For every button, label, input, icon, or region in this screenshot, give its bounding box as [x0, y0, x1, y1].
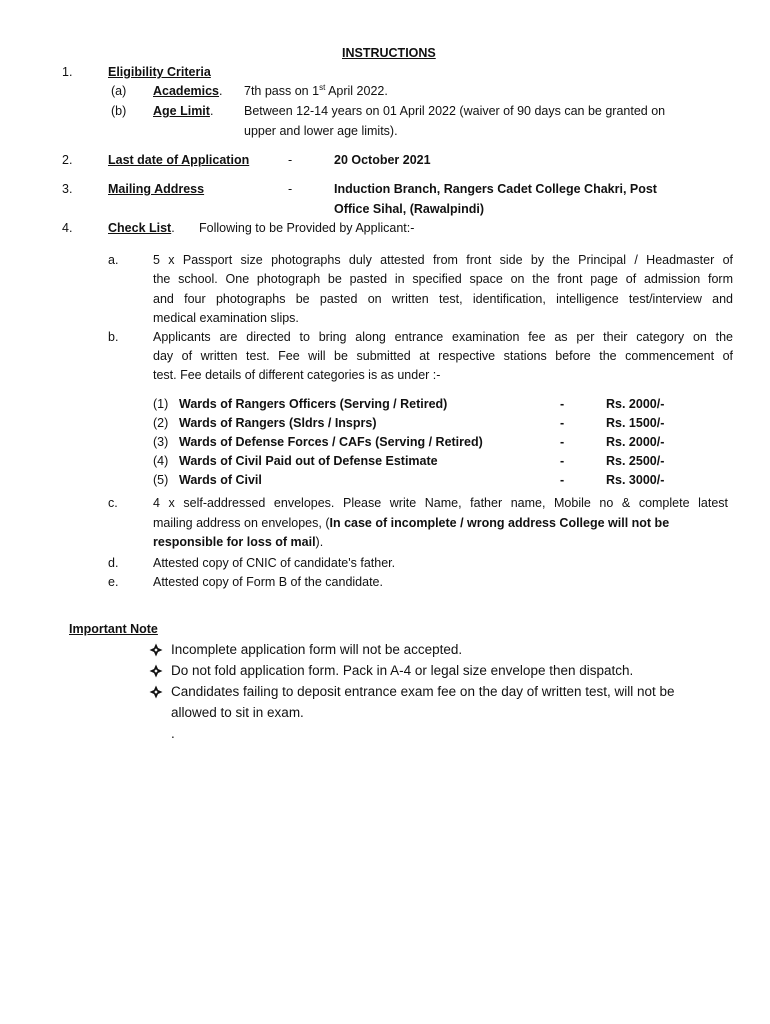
age-limit-line2: upper and lower age limits).: [244, 124, 398, 138]
diamond-bullet-icon: [149, 664, 163, 678]
item1a-title: [153, 84, 223, 99]
check-list-label: Check List: [108, 221, 172, 235]
fee-row-category: Wards of Defense Forces / CAFs (Serving / Retired): [179, 435, 483, 449]
item4e-text: Attested copy of Form B of the candidate.: [153, 575, 383, 589]
item4c-line2: [153, 516, 669, 531]
item4b-label: b.: [108, 330, 119, 344]
item4b-line3: test. Fee details of different categories is as under :-: [153, 368, 441, 382]
item4c-line3: [153, 535, 323, 550]
item1-heading: Eligibility Criteria: [108, 65, 211, 79]
item1b-label: (b): [111, 104, 127, 118]
fee-row-dash: -: [560, 473, 565, 487]
academics-label: Academics: [153, 84, 220, 98]
item2-heading: Last date of Application: [108, 153, 250, 167]
item4b-line1: Applicants are directed to bring along entrance examination fee as per their category on the: [153, 330, 733, 344]
fee-row-dash: -: [560, 416, 565, 430]
item4c-line3-bold: responsible for loss of mail: [153, 535, 316, 549]
age-limit-label: Age Limit: [153, 104, 210, 118]
item4a-line2: the school. One photograph be pasted in specified space on the front page of admission form: [153, 272, 733, 286]
age-limit-dot: .: [209, 104, 214, 118]
item4-number: 4.: [62, 221, 73, 235]
fee-row-category: Wards of Civil: [179, 473, 262, 487]
fee-row-amount: Rs. 2500/-: [606, 454, 665, 468]
fee-row-number: (1): [153, 397, 169, 411]
item4a-line1: 5 x Passport size photographs duly attested from front side by the Principal / Headmaster of: [153, 253, 733, 267]
item4-heading: [108, 221, 175, 236]
check-list-dot: .: [171, 221, 175, 235]
fee-row-dash: -: [560, 454, 565, 468]
fee-row-amount: Rs. 1500/-: [606, 416, 665, 430]
page-title: INSTRUCTIONS: [342, 46, 436, 60]
item4d-text: Attested copy of CNIC of candidate's father.: [153, 556, 396, 570]
important-bullet-2: Do not fold application form. Pack in A-4 or legal size envelope then dispatch.: [171, 663, 634, 678]
item4a-label: a.: [108, 253, 119, 267]
item3-dash: -: [288, 182, 293, 196]
fee-row-amount: Rs. 3000/-: [606, 473, 665, 487]
item2-number: 2.: [62, 153, 73, 167]
fee-row-category: Wards of Rangers (Sldrs / Insprs): [179, 416, 377, 430]
item3-number: 3.: [62, 182, 73, 196]
item1-number: 1.: [62, 65, 73, 79]
mailing-address-line1: Induction Branch, Rangers Cadet College Chakri, Post: [334, 182, 657, 196]
item3-heading: Mailing Address: [108, 182, 205, 196]
important-note-heading: Important Note: [69, 622, 158, 636]
item4c-line3-post: ).: [315, 535, 324, 549]
academics-dot: .: [219, 84, 223, 98]
fee-row-category: Wards of Rangers Officers (Serving / Retired): [179, 397, 448, 411]
important-bullet-3-cont: allowed to sit in exam.: [171, 705, 304, 720]
item4c-label: c.: [108, 496, 118, 510]
item4c-line2-pre: mailing address on envelopes, (: [153, 516, 330, 530]
item4c-line1: 4 x self-addressed envelopes. Please write Name, father name, Mobile no & complete latest: [153, 496, 728, 510]
academics-text: [244, 84, 388, 99]
item1b-title: [153, 104, 213, 119]
item4c-line2-bold: In case of incomplete / wrong address College will not be: [329, 516, 670, 530]
item4d-label: d.: [108, 556, 119, 570]
fee-row-amount: Rs. 2000/-: [606, 397, 665, 411]
diamond-bullet-icon: [149, 643, 163, 657]
academics-text-pre: 7th pass on 1: [244, 84, 320, 98]
trailing-period: .: [171, 726, 175, 741]
diamond-bullet-icon: [149, 685, 163, 699]
fee-row-number: (2): [153, 416, 169, 430]
fee-row-dash: -: [560, 435, 565, 449]
item1a-label: (a): [111, 84, 127, 98]
item4e-label: e.: [108, 575, 119, 589]
fee-row-number: (4): [153, 454, 169, 468]
item4a-line3: and four photographs be pasted on written test, identification, intelligence test/interview and: [153, 292, 733, 306]
fee-row-category: Wards of Civil Paid out of Defense Estimate: [179, 454, 438, 468]
item4a-line4: medical examination slips.: [153, 311, 299, 325]
item4b-line2: day of written test. Fee will be submitted at respective stations before the commencement of: [153, 349, 733, 363]
item2-dash: -: [288, 153, 293, 167]
fee-row-amount: Rs. 2000/-: [606, 435, 665, 449]
last-date-value: 20 October 2021: [334, 153, 431, 167]
fee-row-number: (5): [153, 473, 169, 487]
fee-row-number: (3): [153, 435, 169, 449]
academics-sup: st: [319, 82, 326, 92]
academics-text-post: April 2022.: [325, 84, 388, 98]
mailing-address-line2: Office Sihal, (Rawalpindi): [334, 202, 485, 216]
age-limit-line1: Between 12-14 years on 01 April 2022 (waiver of 90 days can be granted on: [244, 104, 666, 118]
check-list-text: Following to be Provided by Applicant:-: [199, 221, 415, 235]
important-bullet-3: Candidates failing to deposit entrance exam fee on the day of written test, will not be: [171, 684, 675, 699]
fee-row-dash: -: [560, 397, 565, 411]
important-bullet-1: Incomplete application form will not be accepted.: [171, 642, 463, 657]
